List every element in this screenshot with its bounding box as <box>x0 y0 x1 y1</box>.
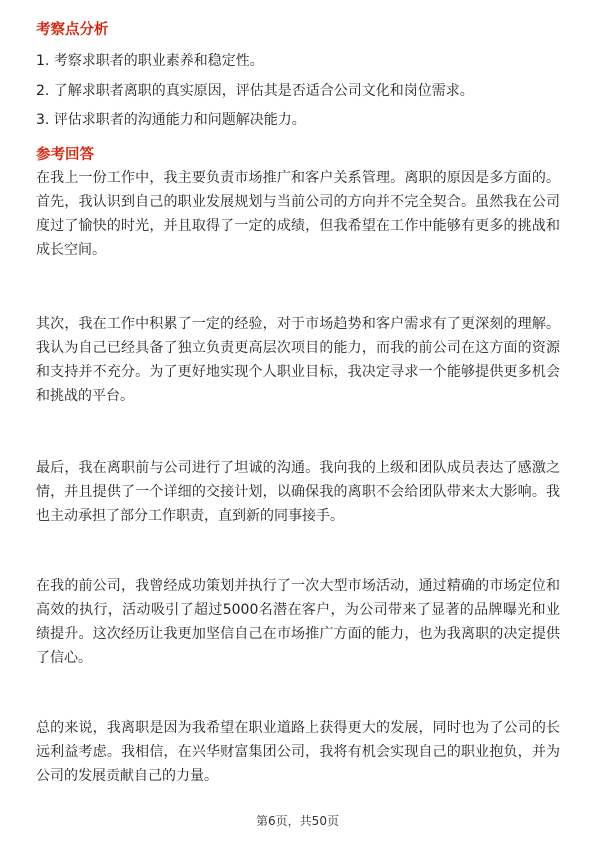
analysis-point-1: 1. 考察求职者的职业素养和稳定性。 <box>36 53 264 69</box>
answer-paragraph-1: 在我上一份工作中，我主要负责市场推广和客户关系管理。离职的原因是多方面的。首先，我认识到自己的职业发展规划与当前公司的方向并不完全契合。虽然我在公司度过了愉快的时光，并且取得了一定的成绩，但我希望在工作中能够有更多的挑战和成长空间。 <box>36 170 560 258</box>
analysis-heading: 考察点分析 <box>36 22 109 38</box>
page-number: 第6页，共50页 <box>256 814 339 828</box>
answer-heading: 参考回答 <box>36 147 94 163</box>
answer-paragraph-3: 最后，我在离职前与公司进行了坦诚的沟通。我向我的上级和团队成员表达了感激之情，并且提供了一个详细的交接计划，以确保我的离职不会给团队带来太大影响。我也主动承担了部分工作职责，直到新的同事接手。 <box>36 460 560 524</box>
answer-paragraph-4: 在我的前公司，我曾经成功策划并执行了一次大型市场活动，通过精确的市场定位和高效的执行，活动吸引了超过5000名潜在客户，为公司带来了显著的品牌曝光和业绩提升。这次经历让我更加坚信自己在市场推广方面的能力，也为我离职的决定提供了信心。 <box>36 578 560 666</box>
answer-paragraph-2: 其次，我在工作中积累了一定的经验，对于市场趋势和客户需求有了更深刻的理解。我认为自己已经具备了独立负责更高层次项目的能力，而我的前公司在这方面的资源和支持并不充分。为了更好地实现个人职业目标，我决定寻求一个能够提供更多机会和挑战的平台。 <box>36 316 560 404</box>
analysis-point-2: 2. 了解求职者离职的真实原因，评估其是否适合公司文化和岗位需求。 <box>36 83 474 99</box>
analysis-point-3: 3. 评估求职者的沟通能力和问题解决能力。 <box>36 112 306 128</box>
answer-paragraph-5: 总的来说，我离职是因为我希望在职业道路上获得更大的发展，同时也为了公司的长远利益考虑。我相信，在兴华财富集团公司，我将有机会实现自己的职业抱负，并为公司的发展贡献自己的力量。 <box>36 720 560 784</box>
